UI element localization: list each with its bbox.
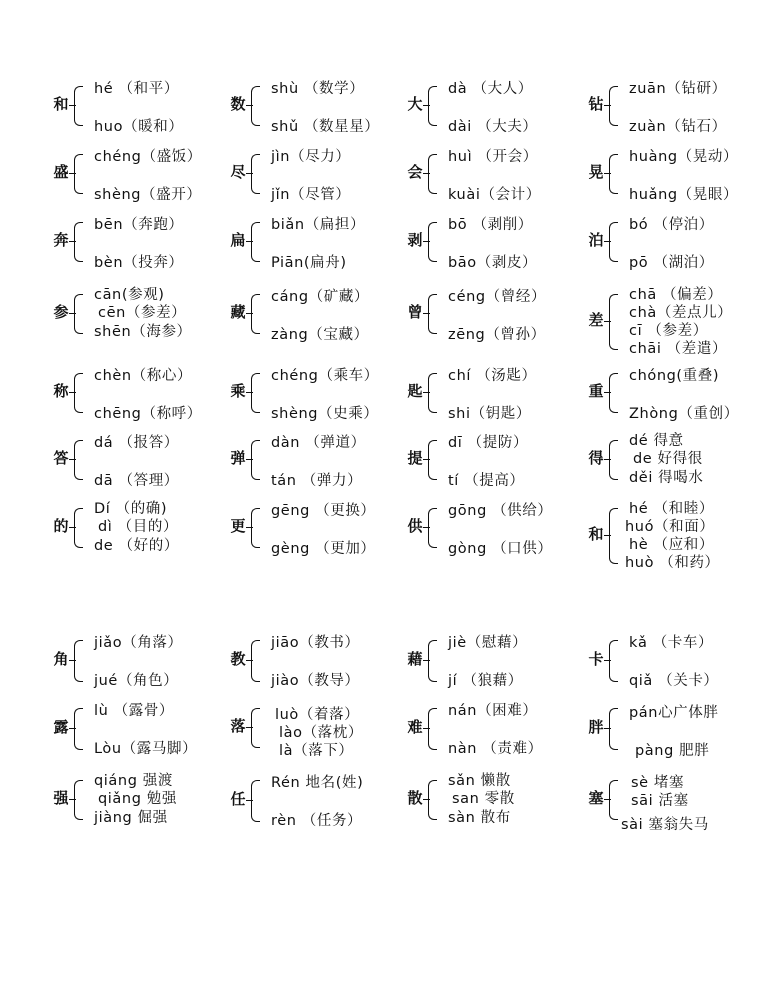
brace-stub [69, 799, 76, 800]
polyphone-entry [585, 500, 775, 570]
polyphone-entry [227, 286, 417, 343]
brace-stub [69, 105, 76, 106]
pinyin-reading: shèng（盛开） [94, 187, 202, 203]
character: 的 [53, 517, 69, 535]
character: 扁 [230, 231, 246, 249]
brace-bracket [609, 780, 618, 820]
character: 乘 [230, 382, 246, 400]
pinyin-reading: dài （大夫） [448, 119, 538, 135]
pinyin-reading: sǎn 懒散 [448, 773, 511, 789]
polyphone-entry [50, 772, 240, 826]
pinyin-reading: san 零散 [452, 791, 515, 807]
pinyin-reading: dā （答理） [94, 473, 179, 489]
brace-stub [69, 392, 76, 393]
pinyin-reading: rèn （任务） [271, 813, 363, 829]
brace-bracket [74, 640, 83, 682]
pinyin-reading: luò（着落） [275, 707, 360, 723]
brace-stub [423, 392, 430, 393]
pinyin-reading: de 好得很 [633, 451, 703, 467]
polyphone-entry [404, 772, 594, 826]
character: 强 [53, 789, 69, 807]
character: 得 [588, 449, 604, 467]
pinyin-reading: huàng（晃动） [629, 149, 739, 165]
polyphone-entry [50, 700, 240, 756]
brace-stub [604, 105, 611, 106]
pinyin-reading: kǎ （卡车） [629, 635, 714, 651]
pinyin-reading: gēng （更换） [271, 503, 376, 519]
pinyin-reading: chèn（称心） [94, 368, 193, 384]
brace-bracket [251, 373, 260, 413]
pinyin-reading: jiāo（教书） [271, 635, 360, 651]
brace-stub [246, 459, 253, 460]
pinyin-reading: chí （汤匙） [448, 368, 537, 384]
polyphone-entry [404, 700, 594, 756]
brace-stub [246, 392, 253, 393]
character: 卡 [588, 650, 604, 668]
pinyin-reading: huó（和面） [625, 519, 715, 535]
brace-bracket [74, 440, 83, 480]
character: 剥 [407, 231, 423, 249]
brace-stub [246, 313, 253, 314]
brace-stub [246, 800, 253, 801]
character: 奔 [53, 231, 69, 249]
character: 任 [230, 790, 246, 808]
pinyin-reading: hè （应和） [629, 537, 714, 553]
polyphone-entry [404, 365, 594, 422]
brace-bracket [251, 780, 260, 822]
brace-stub [423, 728, 430, 729]
brace-bracket [74, 373, 83, 413]
pinyin-reading: jiǎo（角落） [94, 635, 183, 651]
brace-bracket [428, 86, 437, 126]
brace-stub [423, 173, 430, 174]
pinyin-reading: bó （停泊） [629, 217, 714, 233]
brace-bracket [428, 440, 437, 480]
pinyin-reading: gōng （供给） [448, 503, 553, 519]
pinyin-reading: jiàng 倔强 [94, 810, 168, 826]
brace-bracket [428, 508, 437, 548]
polyphone-entry [227, 432, 417, 489]
character: 藏 [230, 303, 246, 321]
pinyin-reading: chāi （差遣） [629, 341, 728, 357]
pinyin-reading: shēn（海参） [94, 324, 192, 340]
pinyin-reading: Zhòng（重创） [629, 406, 739, 422]
brace-bracket [428, 222, 437, 262]
pinyin-reading: sàn 散布 [448, 810, 511, 826]
character: 和 [588, 525, 604, 543]
brace-stub [246, 527, 253, 528]
pinyin-reading: pàng 肥胖 [635, 743, 710, 759]
character: 参 [53, 303, 69, 321]
brace-stub [423, 527, 430, 528]
pinyin-reading: dī （提防） [448, 435, 529, 451]
pinyin-reading: qiáng 强渡 [94, 773, 173, 789]
polyphone-entry [227, 365, 417, 422]
brace-bracket [609, 222, 618, 262]
brace-stub [246, 660, 253, 661]
polyphone-entry [50, 365, 240, 422]
polyphone-entry [585, 286, 775, 356]
pinyin-reading: jǐn（尽管） [271, 187, 351, 203]
polyphone-entry [585, 146, 775, 203]
pinyin-reading: zuān（钻研） [629, 81, 727, 97]
character: 露 [53, 718, 69, 736]
pinyin-reading: de （好的） [94, 538, 179, 554]
polyphone-entry [50, 214, 240, 271]
brace-stub [69, 728, 76, 729]
brace-bracket [428, 373, 437, 413]
polyphone-entry [585, 772, 775, 833]
polyphone-entry [404, 432, 594, 489]
polyphone-entry [227, 700, 417, 759]
pinyin-reading: gèng （更加） [271, 541, 376, 557]
polyphone-entry [585, 214, 775, 271]
character: 尽 [230, 163, 246, 181]
character: 会 [407, 163, 423, 181]
brace-bracket [251, 86, 260, 126]
brace-bracket [251, 440, 260, 480]
brace-stub [423, 313, 430, 314]
polyphone-entry [585, 632, 775, 688]
pinyin-reading: lù （露骨） [94, 703, 175, 719]
brace-bracket [428, 780, 437, 820]
pinyin-reading: dàn （弹道） [271, 435, 366, 451]
brace-bracket [428, 154, 437, 194]
pinyin-reading: shǔ （数星星） [271, 119, 380, 135]
pinyin-reading: cī （参差） [629, 323, 708, 339]
pinyin-reading: sāi 活塞 [631, 793, 689, 809]
pinyin-reading: pō （湖泊） [629, 255, 714, 271]
pinyin-reading: Rén 地名(姓) [271, 775, 364, 791]
brace-stub [69, 173, 76, 174]
pinyin-reading: lào（落枕） [279, 725, 363, 741]
pinyin-reading: huo（暖和） [94, 119, 184, 135]
pinyin-reading: Piān(扁舟) [271, 255, 347, 271]
pinyin-reading: chā （偏差） [629, 287, 723, 303]
pinyin-reading: là（落下） [279, 743, 354, 759]
brace-bracket [609, 86, 618, 126]
brace-stub [604, 660, 611, 661]
pinyin-reading: nán（困难） [448, 703, 538, 719]
pinyin-reading: zēng（曾孙） [448, 327, 546, 343]
brace-stub [423, 660, 430, 661]
character: 塞 [588, 789, 604, 807]
brace-bracket [428, 640, 437, 682]
brace-bracket [251, 508, 260, 548]
pinyin-reading: kuài（会计） [448, 187, 541, 203]
brace-bracket [251, 640, 260, 682]
brace-stub [423, 799, 430, 800]
brace-bracket [251, 222, 260, 262]
pinyin-reading: tí （提高） [448, 473, 525, 489]
pinyin-reading: Dí （的确) [94, 501, 168, 517]
polyphone-entry [585, 700, 775, 759]
brace-bracket [74, 508, 83, 548]
pinyin-reading: jiào（教导） [271, 673, 360, 689]
brace-stub [69, 459, 76, 460]
brace-stub [604, 459, 611, 460]
brace-stub [423, 105, 430, 106]
pinyin-reading: bēn（奔跑） [94, 217, 184, 233]
pinyin-reading: cān(参观) [94, 287, 165, 303]
polyphone-entry [227, 214, 417, 271]
pinyin-reading: děi 得喝水 [629, 470, 704, 486]
brace-bracket [74, 708, 83, 750]
polyphone-entry [585, 432, 775, 486]
polyphone-entry [585, 365, 775, 422]
character: 落 [230, 717, 246, 735]
character: 更 [230, 517, 246, 535]
brace-stub [423, 241, 430, 242]
character: 称 [53, 382, 69, 400]
pinyin-reading: cēn（参差） [98, 305, 187, 321]
character: 钻 [588, 95, 604, 113]
pinyin-reading: pán心广体胖 [629, 705, 719, 721]
pinyin-reading: dé 得意 [629, 433, 684, 449]
pinyin-reading: bāo（剥皮） [448, 255, 538, 271]
polyphone-entry [50, 632, 240, 688]
pinyin-reading: jìn（尽力） [271, 149, 351, 165]
polyphone-entry [404, 146, 594, 203]
pinyin-reading: shèng（史乘） [271, 406, 379, 422]
polyphone-entry [50, 286, 240, 340]
polyphone-entry [227, 500, 417, 557]
pinyin-reading: Lòu（露马脚） [94, 741, 198, 757]
polyphone-entry [227, 632, 417, 688]
pinyin-reading: chà（差点儿） [629, 305, 733, 321]
pinyin-reading: dà （大人） [448, 81, 533, 97]
character: 弹 [230, 449, 246, 467]
polyphone-entry [404, 500, 594, 557]
pinyin-reading: huò （和药） [625, 555, 720, 571]
pinyin-reading: qiǎ （关卡） [629, 673, 719, 689]
brace-stub [246, 241, 253, 242]
brace-bracket [609, 440, 618, 480]
pinyin-reading: hé （和睦） [629, 501, 714, 517]
brace-stub [246, 173, 253, 174]
pinyin-reading: nàn （责难） [448, 741, 543, 757]
brace-bracket [74, 154, 83, 194]
character: 难 [407, 718, 423, 736]
pinyin-reading: bèn（投奔） [94, 255, 184, 271]
character: 胖 [588, 718, 604, 736]
pinyin-reading: chēng（称呼） [94, 406, 202, 422]
pinyin-reading: zàng（宝藏） [271, 327, 369, 343]
pinyin-reading: sài 塞翁失马 [621, 817, 709, 833]
polyphone-entry [227, 146, 417, 203]
brace-bracket [609, 373, 618, 413]
character: 泊 [588, 231, 604, 249]
pinyin-reading: shù （数学） [271, 81, 365, 97]
brace-bracket [609, 708, 618, 750]
brace-stub [604, 728, 611, 729]
polyphone-entry [404, 632, 594, 688]
pinyin-reading: chéng（盛饭） [94, 149, 202, 165]
pinyin-reading: gòng （口供） [448, 541, 553, 557]
brace-bracket [609, 508, 618, 564]
pinyin-reading: huì （开会） [448, 149, 538, 165]
pinyin-reading: cáng（矿藏） [271, 289, 370, 305]
character: 数 [230, 95, 246, 113]
brace-bracket [428, 708, 437, 750]
brace-bracket [74, 780, 83, 820]
polyphone-entry [227, 78, 417, 135]
brace-stub [604, 535, 611, 536]
brace-stub [604, 392, 611, 393]
brace-stub [604, 799, 611, 800]
brace-stub [69, 660, 76, 661]
pinyin-reading: tán （弹力） [271, 473, 363, 489]
polyphone-entry [50, 500, 240, 554]
polyphone-entry [585, 78, 775, 135]
character: 提 [407, 449, 423, 467]
brace-stub [423, 459, 430, 460]
polyphone-entry [50, 78, 240, 135]
brace-bracket [74, 294, 83, 334]
pinyin-reading: jí （狼藉） [448, 673, 523, 689]
polyphone-entry [404, 214, 594, 271]
pinyin-reading: chéng（乘车） [271, 368, 379, 384]
character: 答 [53, 449, 69, 467]
pinyin-reading: jué（角色） [94, 673, 179, 689]
brace-bracket [74, 86, 83, 126]
brace-stub [246, 727, 253, 728]
character: 教 [230, 650, 246, 668]
polyphone-entry [404, 286, 594, 343]
pinyin-reading: chóng(重叠) [629, 368, 720, 384]
brace-bracket [251, 154, 260, 194]
pinyin-reading: shi（钥匙） [448, 406, 531, 422]
polyphone-entry [50, 432, 240, 489]
brace-stub [69, 527, 76, 528]
polyphone-entry [404, 78, 594, 135]
character: 匙 [407, 382, 423, 400]
pinyin-reading: dá （报答） [94, 435, 179, 451]
pinyin-reading: huǎng（晃眼） [629, 187, 739, 203]
pinyin-reading: zuàn（钻石） [629, 119, 727, 135]
character: 大 [407, 95, 423, 113]
character: 和 [53, 95, 69, 113]
brace-stub [246, 105, 253, 106]
brace-stub [69, 313, 76, 314]
character: 角 [53, 650, 69, 668]
character: 藉 [407, 650, 423, 668]
pinyin-reading: biǎn（扁担） [271, 217, 366, 233]
brace-stub [604, 173, 611, 174]
brace-bracket [74, 222, 83, 262]
pinyin-reading: dì （目的） [98, 519, 179, 535]
pinyin-reading: jiè（慰藉） [448, 635, 528, 651]
pinyin-reading: hé （和平） [94, 81, 179, 97]
pinyin-reading: sè 堵塞 [631, 775, 685, 791]
character: 供 [407, 517, 423, 535]
brace-bracket [609, 294, 618, 350]
brace-stub [69, 241, 76, 242]
character: 散 [407, 789, 423, 807]
brace-bracket [609, 154, 618, 194]
character: 盛 [53, 163, 69, 181]
brace-bracket [428, 294, 437, 334]
pinyin-reading: bō （剥削） [448, 217, 533, 233]
pinyin-reading: céng（曾经） [448, 289, 547, 305]
pinyin-reading: qiǎng 勉强 [98, 791, 177, 807]
brace-bracket [251, 294, 260, 334]
brace-bracket [251, 708, 260, 748]
brace-stub [604, 321, 611, 322]
brace-bracket [609, 640, 618, 682]
brace-stub [604, 241, 611, 242]
polyphone-entry [50, 146, 240, 203]
character: 重 [588, 382, 604, 400]
character: 曾 [407, 303, 423, 321]
character: 晃 [588, 163, 604, 181]
character: 差 [588, 311, 604, 329]
polyphone-entry [227, 772, 417, 828]
